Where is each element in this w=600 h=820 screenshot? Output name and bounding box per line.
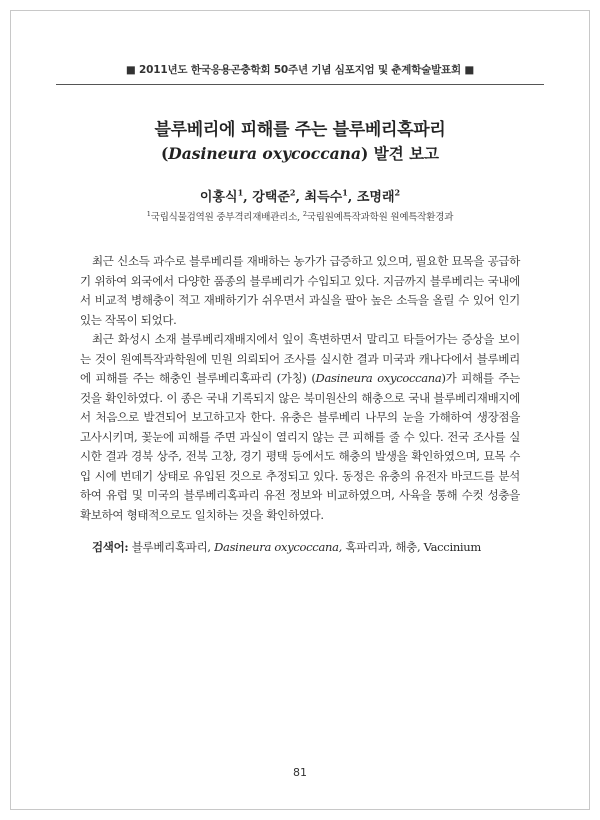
affiliation-list	[56, 209, 544, 223]
abstract-paragraph-2	[80, 330, 520, 525]
subtitle-open-paren: (	[160, 144, 169, 163]
subtitle-rest: ) 발견 보고	[361, 144, 440, 163]
keywords-pre: 블루베리혹파리,	[128, 540, 215, 554]
author-affiliation-mark: 1	[237, 187, 244, 198]
abstract-paragraph-1: 최근 신소득 과수로 블루베리를 재배하는 농가가 급증하고 있으며, 필요한 묘목을 공급하기 위하여 외국에서 다양한 품종의 블루베리가 수입되고 있다. 지금까지 블루베리는 국내에서 비교적 병해충이 적고 재배하기가 쉬우면서 과실을 팔아 높은 소득을 올릴 수 있어 인기있는 작목이 되었다.	[80, 254, 520, 327]
keywords-post: 혹파리과, 해충, Vaccinium	[342, 540, 482, 554]
author-name: 최득수	[304, 190, 343, 205]
abstract-scientific-name: Dasineura oxycoccana	[315, 371, 442, 385]
running-header: ■ 2011년도 한국응용곤충학회 50주년 기념 심포지엄 및 춘계학술발표회 ■	[125, 64, 475, 76]
author-separator: ,	[243, 190, 253, 205]
subtitle-scientific-name: Dasineura oxycoccana	[168, 144, 361, 163]
affiliation-number: 2	[302, 209, 307, 218]
author-affiliation-mark: 2	[394, 187, 401, 198]
keywords-label: 검색어:	[92, 540, 129, 554]
paper-subtitle	[56, 142, 544, 166]
author-name: 이홍식	[199, 190, 238, 205]
author-affiliation-mark: 1	[342, 187, 348, 198]
affiliation-number: 1	[146, 209, 151, 218]
affiliation-text: 국립식물검역원 중부격리재배관리소,	[150, 212, 303, 223]
title-block	[56, 118, 544, 166]
author-separator: ,	[295, 190, 305, 205]
abstract-p2-part-b: )가 피해를 주는 것을 확인하였다. 이 종은 국내 기록되지 않은 북미원산의 해충으로 국내 블루베리재배지에서 처음으로 발견되어 보고하고자 한다. 유충은 블루베리 나무의 눈을 가해하여 생장점을 고사시키며, 꽃눈에 피해를 주면 과실이 열리지 않는 큰 피해를 줄 수 있다. 전국 조사를 실시한 결과 경북 상주, 전북 고창, 경기 평택 등에서도 해충의 발생을 확인하였으며, 묘목 수입 시에 번데기 상태로 유입된 것으로 추정되고 있다. 동정은 유충의 유전자 바코드를 분석하여 유럽 및 미국의 블루베리혹파리 유전 정보와 비교하였으며, 사육을 통해 수컷 성충을 확보하여 형태적으로도 일치하는 것을 확인하였다.	[80, 371, 520, 522]
keywords-scientific-name: Dasineura oxycoccana,	[214, 540, 343, 554]
paper-title: 블루베리에 피해를 주는 블루베리혹파리	[154, 120, 446, 140]
author-name: 조명래	[356, 190, 395, 205]
author-affiliation-mark: 2	[289, 187, 296, 198]
author-separator: ,	[347, 190, 357, 205]
author-list	[56, 186, 544, 205]
page-number: 81	[293, 766, 307, 779]
abstract-p2-part-a: 최근 화성시 소재 블루베리재배지에서 잎이 흑변하면서 말리고 타들어가는 증상을 보이는 것이 원예특작과학원에 민원 의뢰되어 조사를 실시한 결과 미국과 캐나다에서 블루베리에 피해를 주는 해충인 블루베리혹파리 (가칭) (	[80, 332, 520, 385]
affiliation-text: 국립원예특작과학원 원예특작환경과	[306, 212, 454, 223]
abstract-body	[80, 252, 520, 525]
keywords-line	[80, 538, 520, 557]
header-rule	[56, 84, 544, 85]
author-name: 강택준	[252, 190, 290, 205]
